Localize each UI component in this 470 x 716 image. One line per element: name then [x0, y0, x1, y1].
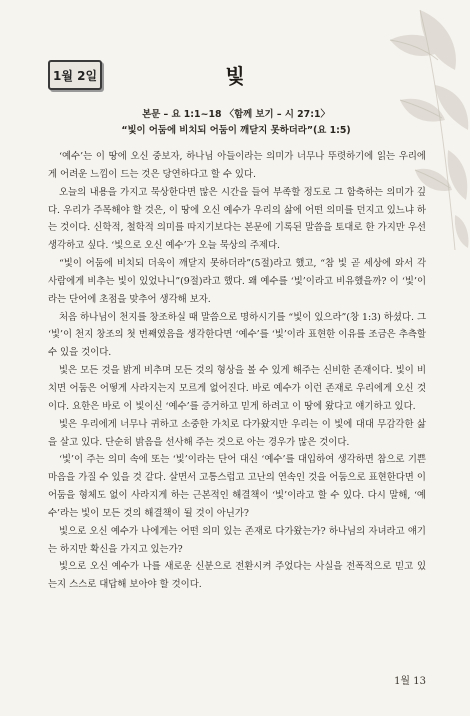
- scripture-reference: 본문 – 요 1:1~18 〈함께 보기 – 시 27:1〉: [142, 109, 330, 120]
- paragraph: 빛으로 오신 예수가 나에게는 어떤 의미 있는 존재로 다가왔는가? 하나님의 자녀라고 얘기는 하지만 확신을 가지고 있는가?: [48, 525, 426, 555]
- paragraph: 빛은 우리에게 너무나 귀하고 소중한 가치로 다가왔지만 우리는 이 빛에 대대 무감각한 삶을 살고 있다. 단순히 밝음을 선사해 주는 것으로 아는 경우가 많은 것이다.: [48, 418, 426, 448]
- page-title: 빛: [225, 64, 245, 88]
- paragraph: ‘빛’이 주는 의미 속에 또는 ‘빛’이라는 단어 대신 ‘예수’를 대입하여 생각하면 참으로 기쁜 마음을 가질 수 있을 것 같다. 살면서 고통스럽고 고난의 연속인 것을 어둠으로 표현한다면 이 어둠을 형체도 없이 사라지게 하는 근본적인 해결책이 ‘빛’이라고 할 수 있다. 다시 말해, ‘예수’라는 빛이 모든 것의 해결책이 될 것이 아닌가?: [48, 454, 426, 519]
- paragraph: “빛이 어둠에 비치되 더욱이 깨닫지 못하더라”(5절)라고 했고, “참 빛 곧 세상에 와서 각 사람에게 비추는 빛이 있었나니”(9절)라고 했다. 왜 예수를 ‘빛’이라고 비유했을까? 이 ‘빛’이라는 단어에 초점을 맞추어 생각해 보자.: [48, 258, 426, 305]
- page-number: 1월 13: [394, 676, 426, 687]
- paragraph: ‘예수’는 이 땅에 오신 중보자, 하나님 아들이라는 의미가 너무나 뚜렷하기에 읽는 우리에게 어려운 느낌이 드는 것은 당연하다고 할 수 있다.: [48, 151, 426, 180]
- paragraph: 처음 하나님이 천지를 창조하실 때 말씀으로 명하시기를 “빛이 있으라”(창 1:3) 하셨다. 그 ‘빛’이 천지 창조의 첫 번째였음을 생각한다면 ‘예수’를 ‘빛’이라 표현한 이유를 조금은 추측할 수 있을 것이다.: [48, 311, 426, 359]
- date-badge: 1월 2일: [48, 60, 102, 90]
- key-verse: “빛이 어둠에 비치되 어둠이 깨닫지 못하더라”(요 1:5): [121, 125, 351, 136]
- paragraph: 빛은 모든 것을 밝게 비추며 모든 것의 형상을 볼 수 있게 해주는 신비한 존재이다. 빛이 비치면 어둠은 어떻게 사라지는지 모르게 없어진다. 바로 예수가 이런 존재로 우리에게 오신 것이다. 요한은 바로 이 빛이신 ‘예수’를 증거하고 믿게 하려고 이 땅에 왔다고 얘기하고 있다.: [48, 365, 426, 412]
- paragraph: 빛으로 오신 예수가 나를 새로운 신분으로 전환시켜 주었다는 사실을 전폭적으로 믿고 있는지 스스로 대답해 보아야 할 것이다.: [48, 561, 426, 591]
- body-text: [48, 148, 426, 594]
- paragraph: 오늘의 내용을 가지고 묵상한다면 많은 시간을 들여 부족할 정도로 그 함축하는 의미가 깊다. 우리가 주목해야 할 것은, 이 땅에 오신 예수가 우리의 삶에 어떤 의미를 던지고 있느냐 하는 것이다. 신학적, 철학적 의미를 따지기보다는 본문에 기록된 말씀을 토대로 한 가지만 우선 생각하고 싶다. ‘빛으로 오신 예수’가 오늘 묵상의 주제다.: [48, 186, 426, 252]
